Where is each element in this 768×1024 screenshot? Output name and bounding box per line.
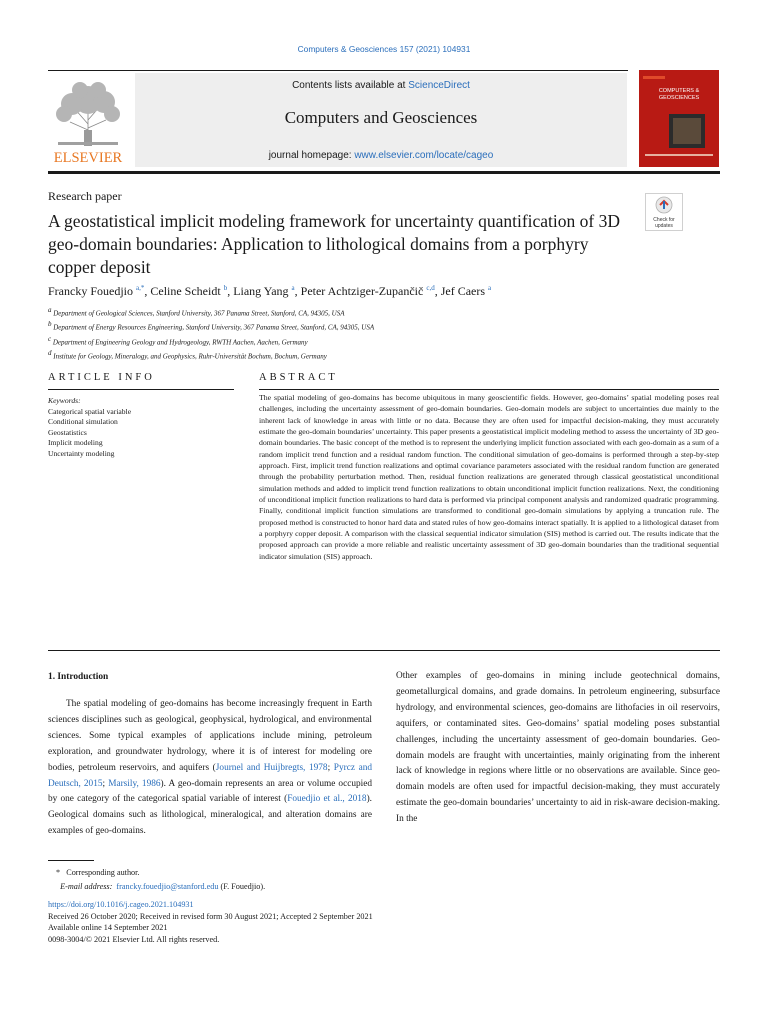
article-info-rule (48, 389, 234, 390)
article-info-heading: ARTICLE INFO (48, 372, 155, 383)
email-suffix: (F. Fouedjio). (220, 882, 266, 891)
journal-cover (639, 70, 719, 167)
abstract-text: The spatial modeling of geo-domains has become ubiquitous in many geoscientific fields. However, geo-domains’ spatial modeling poses real challenges, including the uncertainty assessment of geo-domain boundaries. Geo-domain models are subject to uncertainties due mainly to the inherent lack of knowledge in areas with little or no data. Because they are often used for impactful decision-making, they must accurately estimate the geo-domain boundaries’ uncertainty. This paper presents a geostatistical implicit modeling method to assess the uncertainty of 3D geo-domain boundaries. The basic concept of the method is to represent the underlying implicit function associated with each geo-domain as a sum of a random implicit trend function and a residual random function. The conditional simulation of geo-domains is performed through a step-by-step approach. First, implicit trend function realizations and optimal covariance parameters associated with the residual random function are generated through the probability perturbation method. Then, residual function realizations are generated through classical geostatistical unconditional simulation methods and added to implicit trend function realizations to obtain unconditional implicit function realizations. Next, the conditioning of unconditional implicit function realizations to hard data is performed via principal component analysis and randomized quadratic programming. Finally, conditional implicit function simulations are transformed to conditional geo-domain simulations by applying a truncation rule. The proposed method is constructed to honor hard data and stated rules of how geo-domains interact spatially. It is applied to a lithological dataset from a porphyry copper deposit. A comparison with the classical sequential indicator simulation (SIS) method is carried out. The results indicate that the proposed approach can provide a more reliable and realistic uncertainty assessment of 3D geo-domain boundaries than the traditional sequential indicator simulation (SIS) approach. (259, 393, 719, 561)
author-name: Francky Fouedjio (48, 284, 133, 298)
citation-link[interactable]: Journel and Huijbregts, 1978 (215, 762, 328, 773)
affiliation: $^c$ Department of Engineering Geology and Hydrogeology, RWTH Aachen, Aachen, Germany (48, 334, 308, 346)
affiliation: $^b$ Department of Energy Resources Engineering, Stanford University, 367 Panama Street, Stanford, CA, 94305, USA (48, 320, 375, 332)
affiliations (48, 305, 374, 362)
author-affil-mark[interactable]: b (223, 284, 228, 292)
author-affil-mark[interactable]: c,d (426, 284, 435, 292)
contents-prefix: Contents lists available at (292, 80, 409, 91)
affiliation: $^a$ Department of Geological Sciences, Stanford University, 367 Panama Street, Stanford, CA, 94305, USA (48, 306, 345, 318)
article-title: A geostatistical implicit modeling framework for uncertainty quantification of 3D geo-domain boundaries: Application to lithological domains from a porphyry copper deposit (48, 211, 620, 277)
email-link[interactable]: francky.fouedjio@stanford.edu (116, 882, 219, 891)
journal-name: Computers and Geosciences (284, 108, 478, 127)
footnote-label: Corresponding author. (66, 868, 140, 877)
abstract-heading: ABSTRACT (259, 372, 338, 383)
section-heading-introduction: 1. Introduction (48, 672, 109, 682)
homepage-prefix: journal homepage: (268, 150, 355, 161)
author-affil-mark[interactable]: a (291, 284, 295, 292)
footnote (56, 866, 265, 894)
abstract-rule (259, 389, 719, 390)
homepage-link[interactable]: www.elsevier.com/locate/cageo (354, 150, 494, 161)
homepage-line (135, 150, 627, 161)
check-for-updates-icon (645, 193, 683, 231)
available-online: Available online 14 September 2021 (48, 923, 168, 933)
sciencedirect-link[interactable]: ScienceDirect (408, 80, 470, 91)
footnote-mark: * (56, 868, 61, 877)
article-type: Research paper (48, 189, 122, 203)
author-name: Peter Achtziger-Zupančič (300, 284, 424, 298)
keyword: Geostatistics (48, 427, 87, 437)
author-name: Liang Yang (233, 284, 289, 298)
citation-link[interactable]: Fouedjio et al., 2018 (287, 794, 367, 805)
elsevier-tree-icon (48, 78, 128, 166)
publication-info (48, 899, 373, 945)
publisher-name: ELSEVIER (53, 150, 123, 166)
journal-reference[interactable]: Computers & Geosciences 157 (2021) 104931 (297, 44, 471, 54)
keyword: Conditional simulation (48, 417, 118, 427)
intro-paragraph-right: Other examples of geo-domains in mining include geotechnical domains, geometallurgical domains, and grade domains. In petroleum engineering, subsurface hydrology, and environmental sciences, geo-domains are lithofacies in oil reservoirs, aquifers, or contaminated sites. Geo-domains’ spatial modeling poses substantial challenges, including the uncertainty assessment of geo-domain boundaries. Geo-domain models are fraught with uncertainties, mainly originating from the inherent lack of knowledge in regions where little or no observations are available. Since geo-domain models are often used for impactful decision-making, they must accurately estimate the geo-domain boundaries’ uncertainty to aid in risk-aware decision-making. In the (396, 671, 720, 825)
author-affil-mark[interactable]: a,* (136, 284, 145, 292)
keyword: Categorical spatial variable (48, 406, 132, 416)
intro-paragraph-left: The spatial modeling of geo-domains has become increasingly frequent in Earth sciences disciplines such as geological, geophysical, hydrological, and environmental sciences. Some typical examples of applications include mining, petroleum exploration, and groundwater hydrology, where it is of interest for modeling ore bodies, petroleum reservoirs, and aquifers (Journel and Huijbregts, 1978; Pyrcz and Deutsch, 2015; Marsily, 1986). A geo-domain represents an area or volume occupied by one category of the categorical spatial variable of interest (Fouedjio et al., 2018). Geological domains such as lithological, mineralogical, and alteration domains are examples of geo-domains. (48, 699, 372, 837)
received-dates: Received 26 October 2020; Received in revised form 30 August 2021; Accepted 2 September 2021 (48, 911, 373, 921)
email-label: E-mail address: (60, 882, 113, 891)
footnote-rule (48, 860, 94, 861)
cover-title-1: COMPUTERS & (658, 88, 700, 94)
doi-link[interactable]: https://doi.org/10.1016/j.cageo.2021.104931 (48, 900, 194, 909)
author-list: Francky Fouedjio $^{a,*}$, Celine Scheidt $^b$, Liang Yang $^a$, Peter Achtziger-Zupančič $^{c,d}$, Jef Caers $^a$ (48, 284, 492, 298)
affiliation: $^d$ Institute for Geology, Mineralogy, and Geophysics, Ruhr-Universität Bochum, Bochum, Germany (48, 348, 327, 361)
keywords-block (48, 396, 131, 460)
check-badge-line2: updates (655, 223, 673, 229)
keyword: Uncertainty modeling (48, 448, 115, 458)
copyright: 0098-3004/© 2021 Elsevier Ltd. All rights reserved. (48, 934, 220, 944)
citation-link[interactable]: Pyrcz and Deutsch, 2015 (48, 762, 372, 789)
check-for-updates-badge[interactable] (645, 193, 683, 231)
keyword: Implicit modeling (48, 438, 103, 448)
author-name: Jef Caers (440, 284, 486, 298)
header-rule-thick (48, 171, 720, 174)
header-rule (48, 70, 628, 71)
author-name: Celine Scheidt (150, 284, 221, 298)
elsevier-logo (48, 78, 128, 166)
citation-link[interactable]: Marsily, 1986 (108, 778, 161, 789)
abstract-bottom-rule (48, 650, 720, 651)
cover-image (639, 70, 719, 167)
cover-title-2: GEOSCIENCES (658, 95, 700, 101)
contents-line (135, 80, 627, 91)
keywords-label: Keywords: (48, 396, 81, 405)
author-affil-mark[interactable]: a (488, 284, 492, 292)
check-badge-line1: Check for (653, 217, 675, 223)
